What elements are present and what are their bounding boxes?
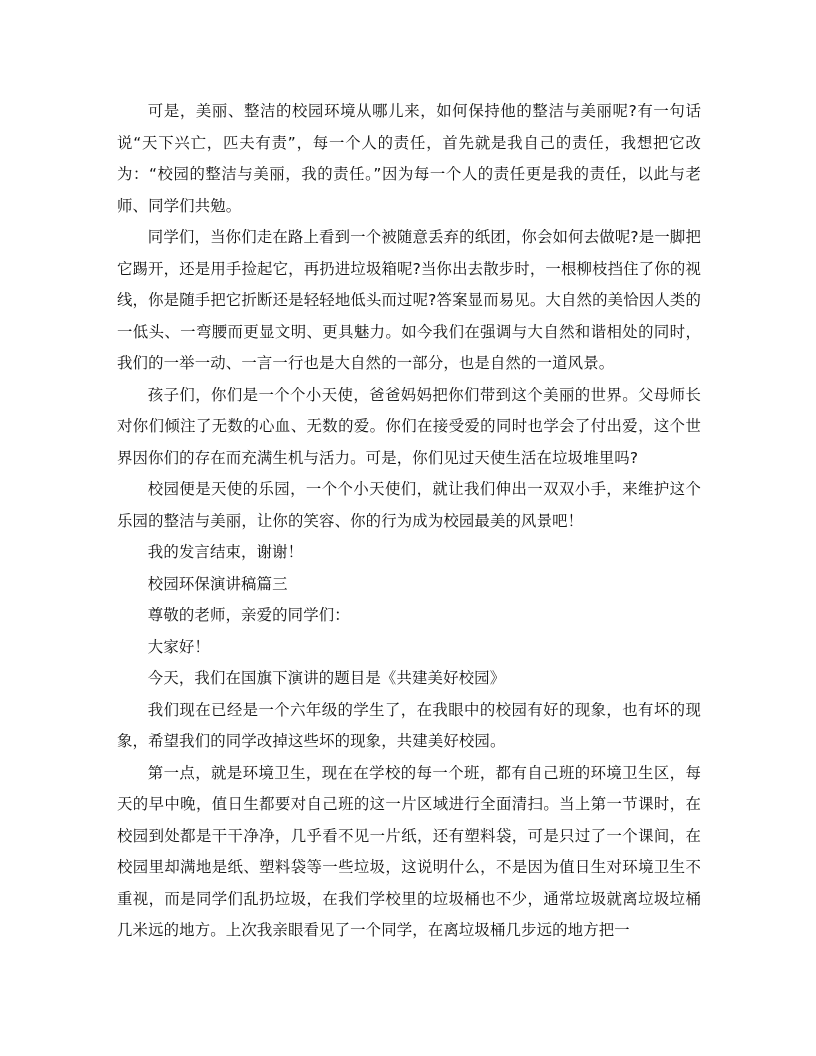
document-page [117,96,701,947]
speech-title-line: 今天，我们在国旗下演讲的题目是《共建美好校园》 [147,669,506,687]
paragraph-4: 校园便是天使的乐园，一个个小天使们，就让我们伸出一双双小手，来维护这个乐园的整洁与美丽，让你的笑容、你的行为成为校园最美的风景吧！ [117,480,701,530]
paragraph-11: 第一点，就是环境卫生，现在在学校的每一个班，都有自己班的环境卫生区，每天的早中晚，值日生都要对自己班的这一片区域进行全面清扫。当上第一节课时，在校园到处都是干干净净，几乎看不见一片纸，还有塑料袋，可是只过了一个课间，在校园里却满地是纸、塑料袋等一些垃圾，这说明什么，不是因为值日生对环境卫生不重视，而是同学们乱扔垃圾，在我们学校里的垃圾桶也不少，通常垃圾就离垃圾垃桶几米远的地方。上次我亲眼看见了一个同学，在离垃圾桶几步远的地方把一 [117,763,701,939]
paragraph-5: 我的发言结束，谢谢！ [147,543,304,561]
paragraph-3: 孩子们，你们是一个个小天使，爸爸妈妈把你们带到这个美丽的世界。父母师长对你们倾注了无数的心血、无数的爱。你们在接受爱的同时也学会了付出爱，这个世界因你们的存在而充满生机与活力。可是，你们见过天使生活在垃圾堆里吗? [117,385,701,467]
salutation: 尊敬的老师，亲爱的同学们： [147,606,350,624]
section-heading: 校园环保演讲稿篇三 [147,574,288,593]
paragraph-10: 我们现在已经是一个六年级的学生了，在我眼中的校园有好的现象，也有坏的现象，希望我们的同学改掉这些坏的现象，共建美好校园。 [117,700,701,750]
paragraph-2: 同学们，当你们走在路上看到一个被随意丢弃的纸团，你会如何去做呢?是一脚把它踢开，还是用手捡起它，再扔进垃圾箱呢?当你出去散步时，一根柳枝挡住了你的视线，你是随手把它折断还是轻轻地低头而过呢?答案显而易见。大自然的美恰因人类的一低头、一弯腰而更显文明、更具魅力。如今我们在强调与大自然和谐相处的同时，我们的一举一动、一言一行也是大自然的一部分，也是自然的一道风景。 [117,228,701,372]
paragraph-1: 可是，美丽、整洁的校园环境从哪儿来，如何保持他的整洁与美丽呢?有一句话说“天下兴亡，匹夫有责”，每一个人的责任，首先就是我自己的责任，我想把它改为：“校园的整洁与美丽，我的责任。”因为每一个人的责任更是我的责任，以此与老师、同学们共勉。 [117,102,701,215]
greeting: 大家好！ [147,637,210,656]
